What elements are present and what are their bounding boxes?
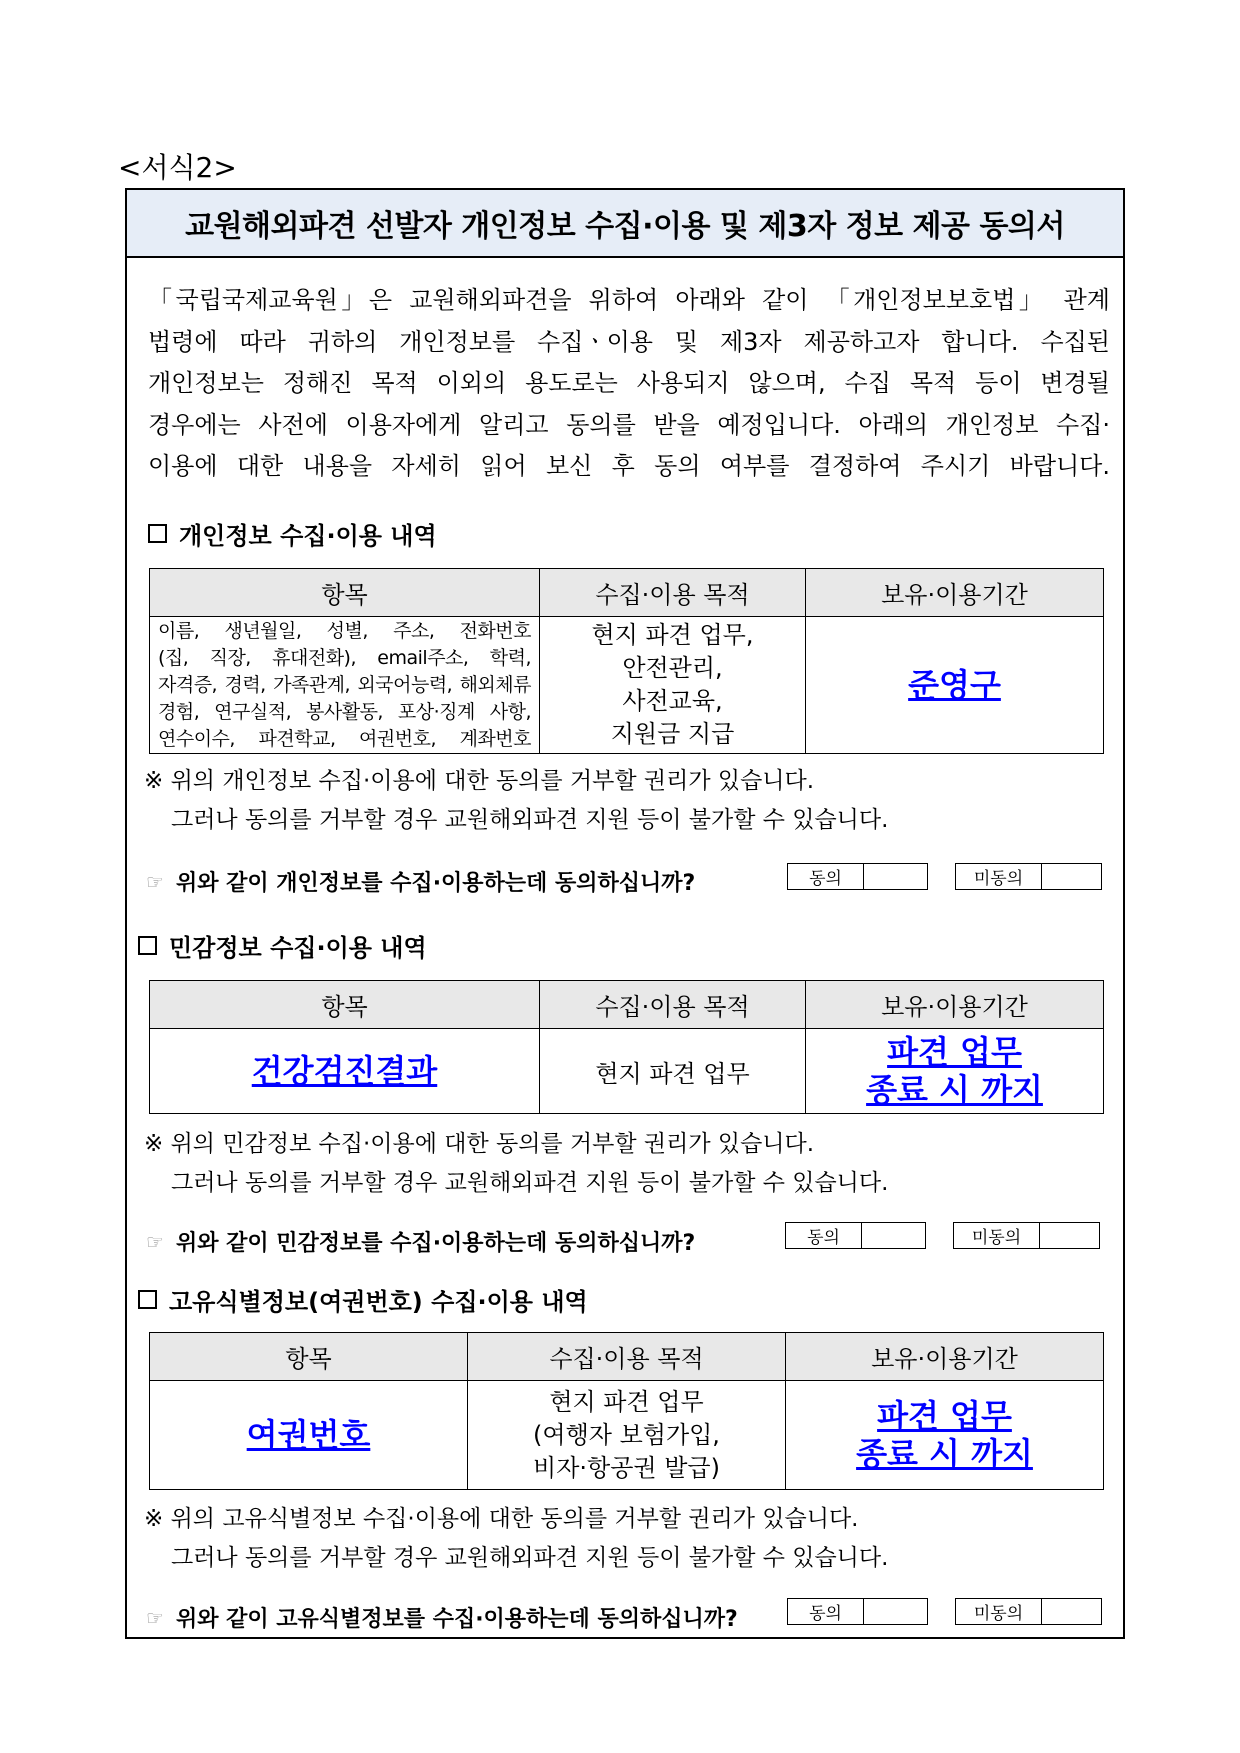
purpose-line: 지원금 지급 xyxy=(610,720,735,748)
notice-line: ※ 위의 개인정보 수집·이용에 대한 동의를 거부할 권리가 있습니다. xyxy=(144,768,815,794)
agree-checkbox[interactable] xyxy=(787,1598,928,1625)
period-line: 종료 시 까지 xyxy=(856,1435,1033,1473)
question-text: 위와 같이 개인정보를 수집·이용하는데 동의하십니까? xyxy=(175,871,696,896)
disagree-mark-box[interactable] xyxy=(1042,864,1101,889)
intro-line: 경우에는 사전에 이용자에게 알리고 동의를 받을 예정입니다. 아래의 개인정보 수집· xyxy=(148,410,1110,439)
period-cell xyxy=(806,617,1104,754)
pointing-hand-icon: ☞ xyxy=(146,1229,164,1254)
disagree-label: 미동의 xyxy=(956,864,1042,889)
sensitive-info-table xyxy=(149,980,1104,1114)
agree-checkbox[interactable] xyxy=(787,863,928,890)
item-line: 자격증, 경력, 가족관계, 외국어능력, 해외체류 xyxy=(158,673,531,696)
disagree-checkbox[interactable] xyxy=(953,1222,1100,1249)
document-title: 교원해외파견 선발자 개인정보 수집·이용 및 제3자 정보 제공 동의서 xyxy=(125,188,1125,258)
period-line: 파견 업무 xyxy=(887,1033,1022,1071)
period-cell xyxy=(806,1029,1104,1114)
header-item: 항목 xyxy=(150,1333,468,1381)
purpose-line: 사전교육, xyxy=(622,687,723,715)
purpose-cell xyxy=(540,617,806,754)
item-line: 이름, 생년월일, 성별, 주소, 전화번호 xyxy=(158,619,531,642)
item-cell xyxy=(150,617,540,754)
section-heading-text: 고유식별정보(여권번호) 수집·이용 내역 xyxy=(169,1288,588,1316)
notice-line: 그러나 동의를 거부할 경우 교원해외파견 지원 등이 불가할 수 있습니다. xyxy=(171,1545,889,1571)
item-cell xyxy=(150,1029,540,1114)
question-text: 위와 같이 고유식별정보를 수집·이용하는데 동의하십니까? xyxy=(175,1607,738,1632)
purpose-line: (여행자 보험가입, xyxy=(533,1420,720,1449)
notice-line: ※ 위의 민감정보 수집·이용에 대한 동의를 거부할 권리가 있습니다. xyxy=(144,1131,815,1157)
question-text: 위와 같이 민감정보를 수집·이용하는데 동의하십니까? xyxy=(175,1231,696,1256)
purpose-line: 현지 파견 업무 xyxy=(549,1387,704,1416)
header-purpose: 수집·이용 목적 xyxy=(540,569,806,617)
disagree-mark-box[interactable] xyxy=(1040,1223,1099,1248)
section-heading-unique-id xyxy=(138,1282,588,1317)
item-line: (집, 직장, 휴대전화), email주소, 학력, xyxy=(158,646,531,669)
section-heading-personal xyxy=(148,516,437,551)
section-heading-text: 민감정보 수집·이용 내역 xyxy=(169,934,427,962)
header-period: 보유·이용기간 xyxy=(786,1333,1104,1381)
form-label: <서식2> xyxy=(118,151,237,184)
intro-line: 법령에 따라 귀하의 개인정보를 수집ㆍ이용 및 제3자 제공하고자 합니다. 수집된 xyxy=(148,327,1110,356)
agree-mark-box[interactable] xyxy=(864,1599,927,1624)
notice xyxy=(144,1125,888,1203)
period-line: 파견 업무 xyxy=(877,1397,1012,1435)
header-purpose: 수집·이용 목적 xyxy=(468,1333,786,1381)
notice xyxy=(144,1500,888,1578)
consent-question xyxy=(146,1602,738,1633)
consent-question xyxy=(146,866,695,897)
section-heading-sensitive xyxy=(138,928,427,963)
period-cell xyxy=(786,1381,1104,1490)
purpose-line: 비자·항공권 발급) xyxy=(533,1453,720,1482)
personal-info-table xyxy=(149,568,1104,754)
notice xyxy=(144,762,888,840)
agree-label: 동의 xyxy=(788,864,864,889)
agree-checkbox[interactable] xyxy=(785,1222,926,1249)
header-purpose: 수집·이용 목적 xyxy=(540,981,806,1029)
header-period: 보유·이용기간 xyxy=(806,981,1104,1029)
notice-line: 그러나 동의를 거부할 경우 교원해외파견 지원 등이 불가할 수 있습니다. xyxy=(171,1170,889,1196)
section-heading-text: 개인정보 수집·이용 내역 xyxy=(179,522,437,550)
agree-label: 동의 xyxy=(788,1599,864,1624)
disagree-label: 미동의 xyxy=(954,1223,1040,1248)
purpose-cell xyxy=(468,1381,786,1490)
item-cell xyxy=(150,1381,468,1490)
consent-question xyxy=(146,1226,695,1257)
pointing-hand-icon: ☞ xyxy=(146,1605,164,1630)
intro-paragraph xyxy=(148,280,1110,488)
agree-mark-box[interactable] xyxy=(864,864,927,889)
checkbox-square-icon xyxy=(138,1290,157,1309)
agree-label: 동의 xyxy=(786,1223,862,1248)
disagree-label: 미동의 xyxy=(956,1599,1042,1624)
purpose-line: 안전관리, xyxy=(622,654,723,682)
agree-mark-box[interactable] xyxy=(862,1223,925,1248)
header-period: 보유·이용기간 xyxy=(806,569,1104,617)
notice-line: ※ 위의 고유식별정보 수집·이용에 대한 동의를 거부할 권리가 있습니다. xyxy=(144,1506,859,1532)
intro-line: 「국립국제교육원」은 교원해외파견을 위하여 아래와 같이 「개인정보보호법」 관계 xyxy=(148,286,1110,314)
item-line: 연수이수, 파견학교, 여권번호, 계좌번호 xyxy=(158,727,531,750)
checkbox-square-icon xyxy=(148,524,167,543)
period-value: 준영구 xyxy=(908,666,1001,704)
header-item: 항목 xyxy=(150,569,540,617)
pointing-hand-icon: ☞ xyxy=(146,869,164,894)
unique-id-table xyxy=(149,1332,1104,1490)
purpose-cell: 현지 파견 업무 xyxy=(540,1029,806,1114)
item-value: 여권번호 xyxy=(246,1416,371,1454)
header-item: 항목 xyxy=(150,981,540,1029)
item-line: 경험, 연구실적, 봉사활동, 포상·징계 사항, xyxy=(158,700,531,723)
intro-line: 개인정보는 정해진 목적 이외의 용도로는 사용되지 않으며, 수집 목적 등이 변경될 xyxy=(148,369,1110,397)
purpose-line: 현지 파견 업무, xyxy=(591,621,754,649)
disagree-checkbox[interactable] xyxy=(955,1598,1102,1625)
period-line: 종료 시 까지 xyxy=(866,1071,1043,1109)
disagree-mark-box[interactable] xyxy=(1042,1599,1101,1624)
disagree-checkbox[interactable] xyxy=(955,863,1102,890)
intro-line: 이용에 대한 내용을 자세히 읽어 보신 후 동의 여부를 결정하여 주시기 바랍니다. xyxy=(148,452,1110,480)
checkbox-square-icon xyxy=(138,936,157,955)
notice-line: 그러나 동의를 거부할 경우 교원해외파견 지원 등이 불가할 수 있습니다. xyxy=(171,807,889,833)
item-value: 건강검진결과 xyxy=(251,1052,438,1090)
